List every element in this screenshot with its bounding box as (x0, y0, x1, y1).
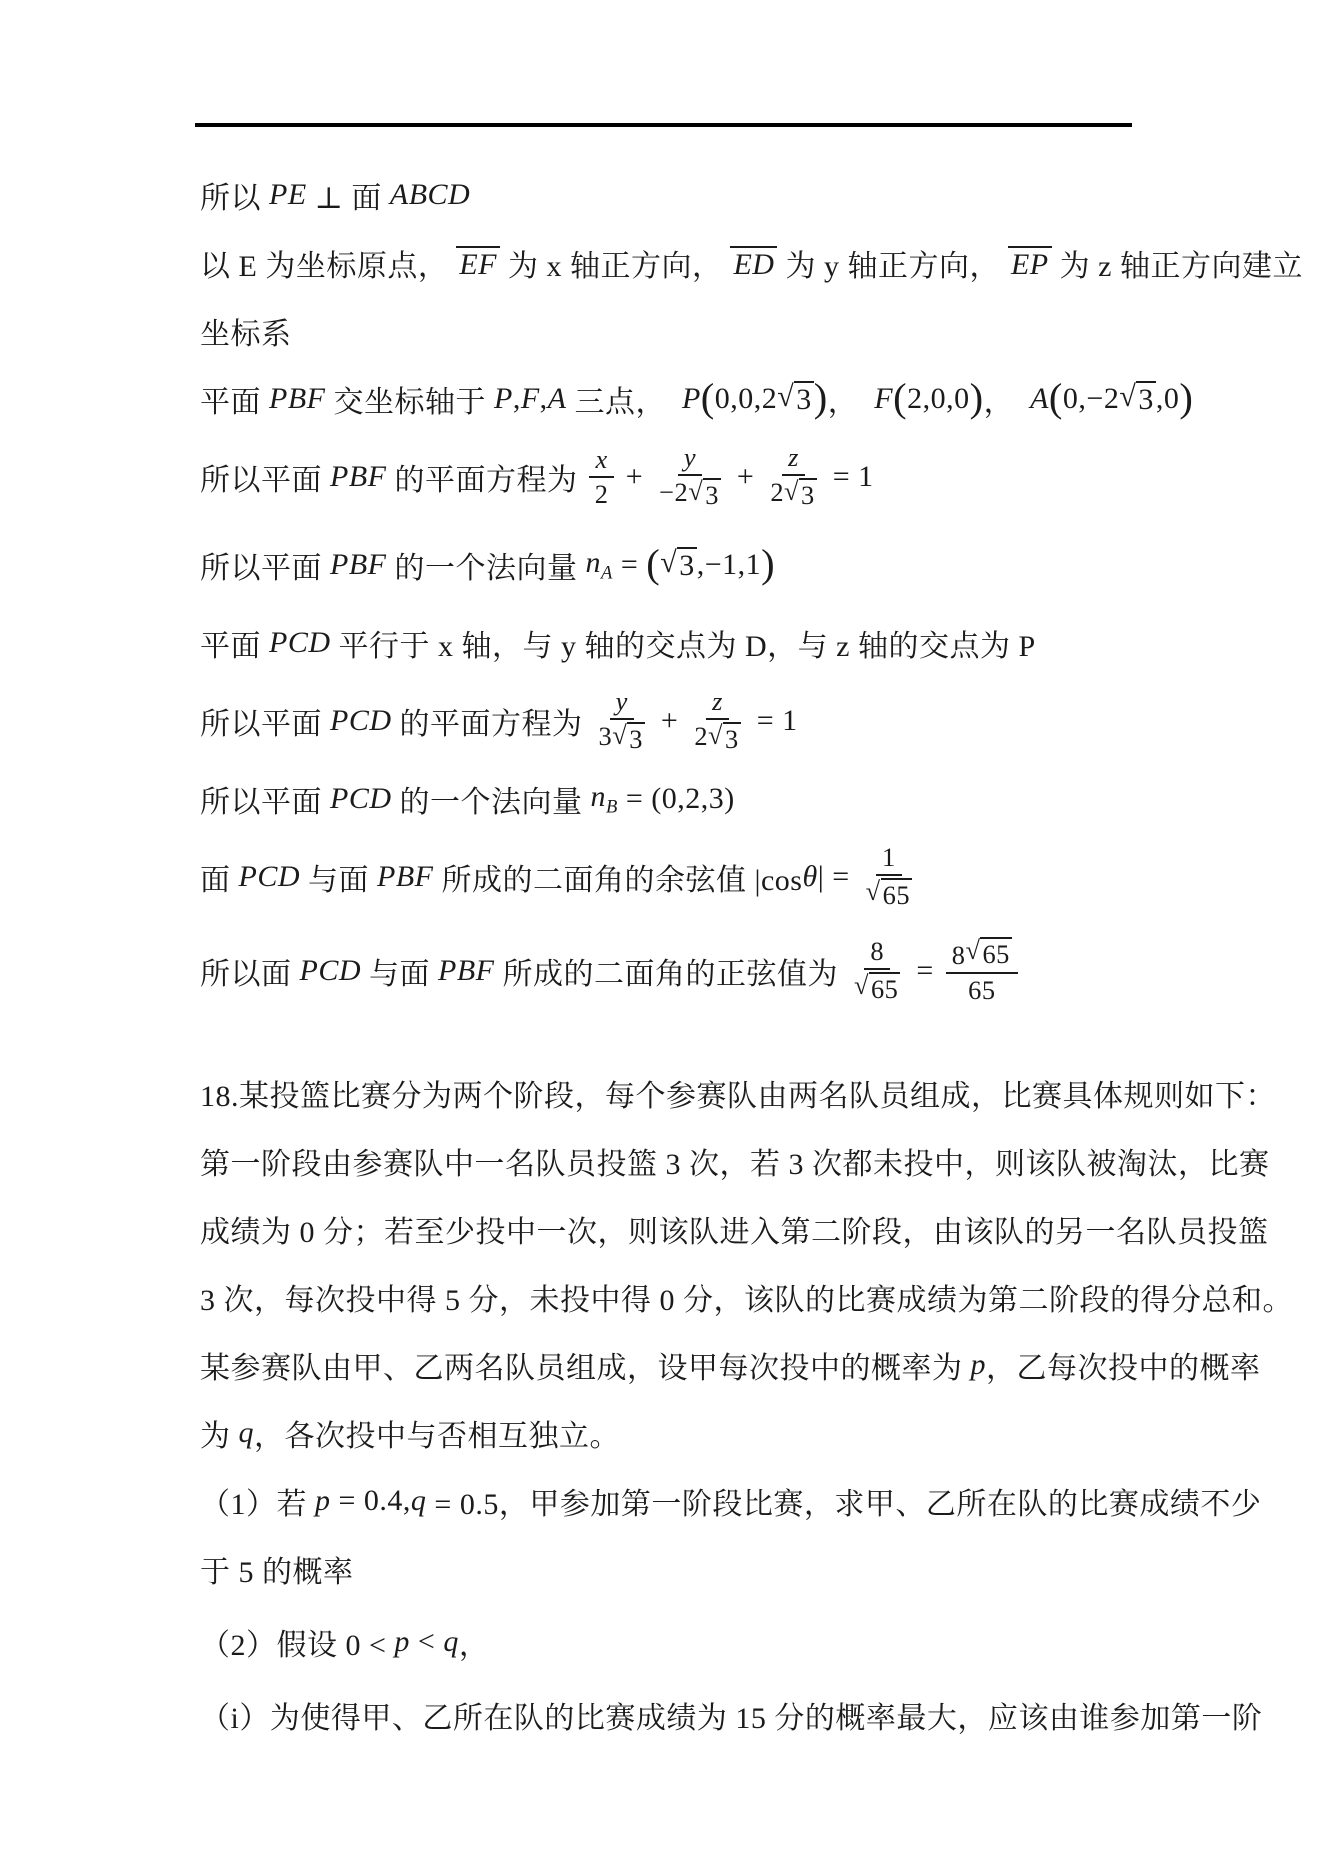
fraction-denominator (595, 720, 649, 754)
text-run: 2 (594, 479, 609, 509)
big-paren: ) (813, 374, 828, 420)
text-run: ， (827, 386, 875, 419)
math-variable: q (443, 1625, 459, 1658)
text-line-13 (200, 1059, 1276, 1127)
fraction-numerator (864, 937, 890, 970)
text-run: （1）若 (200, 1488, 315, 1521)
text-run: 三点， (566, 386, 682, 419)
text-line-1 (200, 161, 1160, 229)
fraction (690, 687, 744, 754)
text-run: ，各次投中与否相互独立。 (254, 1420, 620, 1453)
text-run: 的平面方程为 (386, 464, 586, 497)
text-line-20 (200, 1535, 1160, 1603)
text-line-2 (200, 229, 1303, 297)
sqrt-expression: √ 3 (1119, 379, 1154, 416)
text-line-11 (200, 921, 1160, 1021)
text-line-6 (200, 521, 1160, 609)
fraction (589, 445, 613, 509)
fraction (655, 443, 725, 510)
text-run: + (652, 704, 687, 737)
text-run: + (728, 460, 763, 493)
big-paren: ( (646, 540, 661, 586)
text-run: 8 (951, 939, 966, 970)
blank-line (200, 1021, 1160, 1059)
text-line-4 (200, 365, 1194, 433)
header-rule (195, 123, 1132, 127)
math-variable: PCD (299, 954, 361, 987)
sqrt-expression: √ 65 (965, 935, 1010, 970)
text-run: 交坐标轴于 (325, 386, 494, 419)
text-run: 所以 (200, 182, 269, 215)
text-run: 所成的二面角的余弦值 |cos (433, 864, 803, 897)
text-run: 成绩为 0 分；若至少投中一次，则该队进入第二阶段，由该队的另一名队员投篮 (200, 1216, 1269, 1249)
sqrt-expression: √ 3 (660, 545, 695, 582)
text-line-19 (200, 1467, 1262, 1535)
fraction-denominator (690, 720, 744, 754)
math-variable: q (238, 1416, 254, 1449)
text-run: ， (458, 1629, 490, 1662)
math-variable: y (615, 686, 628, 717)
text-run: 为 x 轴正方向， (499, 250, 731, 283)
big-paren: ( (893, 374, 908, 420)
text-run: 第一阶段由参赛队中一名队员投篮 3 次，若 3 次都未投中，则该队被淘汰，比赛 (200, 1148, 1270, 1181)
math-variable: PBF (377, 860, 434, 893)
fraction-numerator (589, 445, 613, 478)
big-paren: ) (969, 374, 984, 420)
text-line-14 (200, 1127, 1270, 1195)
text-run: 65 (968, 974, 996, 1005)
document-content (200, 161, 1303, 1749)
math-variable: x (595, 443, 608, 474)
vector-overbar: EP (1008, 246, 1052, 281)
text-run: −2 (659, 477, 689, 508)
fraction (850, 937, 904, 1004)
math-variable: F (520, 382, 540, 415)
text-run: ,−1,1 (696, 548, 762, 581)
text-run: 2,0,0 (907, 382, 970, 415)
text-line-3 (200, 297, 1160, 365)
vector-overbar: EF (456, 246, 500, 281)
text-run: （2）假设 0 < (200, 1629, 395, 1662)
text-run: 为 y 轴正方向， (777, 250, 1008, 283)
text-run: 的一个法向量 (386, 552, 586, 585)
text-run: 与面 (300, 864, 377, 897)
text-run: = 0.4, (330, 1484, 411, 1517)
text-line-15 (200, 1195, 1269, 1263)
text-run: 所以平面 (200, 464, 330, 497)
text-line-10 (200, 833, 1160, 921)
math-variable: A (1030, 382, 1049, 415)
text-run: 与面 (361, 958, 438, 991)
math-variable: A (547, 382, 567, 415)
math-variable: P (493, 382, 513, 415)
text-run: = 1 (824, 460, 874, 493)
fraction-denominator (591, 478, 613, 509)
text-run: ,0 (1155, 382, 1180, 415)
big-paren: ( (700, 374, 715, 420)
text-run: 的一个法向量 (391, 786, 591, 819)
math-variable: PCD (330, 704, 392, 737)
text-run: 为 (200, 1420, 239, 1453)
text-run: 所以平面 (200, 786, 330, 819)
text-run: = 0.5，甲参加第一阶段比赛，求甲、乙所在队的比赛成绩不少 (426, 1488, 1262, 1521)
text-run: < (409, 1625, 444, 1658)
math-variable: PCD (238, 860, 300, 893)
sqrt-expression: √ 65 (865, 876, 911, 911)
text-run: 所以面 (200, 958, 300, 991)
text-run: 坐标系 (200, 318, 292, 351)
sqrt-expression: √ 3 (612, 720, 643, 755)
subscripted-variable: $n_B$ (590, 779, 618, 818)
fraction (766, 443, 820, 510)
math-variable: θ (802, 860, 818, 893)
math-variable: p (970, 1348, 986, 1381)
text-run: ⊥ 面 (306, 182, 390, 215)
sqrt-expression: √ 65 (853, 970, 899, 1005)
text-run: 8 (870, 936, 885, 967)
text-run: 2 (694, 721, 709, 752)
math-variable: ABCD (389, 178, 471, 211)
math-variable: z (712, 686, 723, 717)
text-run: 平面 (200, 386, 269, 419)
text-run: 3 (598, 721, 613, 752)
text-line-16 (200, 1263, 1293, 1331)
fraction-numerator (610, 687, 634, 720)
math-variable: PBF (330, 548, 387, 581)
sqrt-expression: √ 3 (708, 720, 739, 755)
math-variable: PBF (330, 460, 387, 493)
text-run: 平行于 x 轴，与 y 轴的交点为 D，与 z 轴的交点为 P (330, 630, 1036, 663)
fraction-numerator (678, 443, 702, 476)
text-run: ，乙每次投中的概率 (986, 1352, 1261, 1385)
text-run: 平面 (200, 630, 269, 663)
text-run: （i）为使得甲、乙所在队的比赛成绩为 15 分的概率最大，应该由谁参加第一阶 (200, 1702, 1263, 1735)
text-line-17 (200, 1331, 1261, 1399)
text-run: 18.某投篮比赛分为两个阶段，每个参赛队由两名队员组成，比赛具体规则如下： (200, 1080, 1276, 1113)
fraction-denominator (655, 476, 725, 510)
math-variable: PCD (330, 782, 392, 815)
fraction-numerator (876, 843, 902, 876)
text-run: 3 次，每次投中得 5 分，未投中得 0 分，该队的比赛成绩为第二阶段的得分总和。 (200, 1284, 1293, 1317)
fraction-numerator (782, 443, 805, 476)
text-run: 0,0,2 (714, 382, 778, 415)
big-paren: ) (761, 540, 776, 586)
text-run: 面 (200, 864, 239, 897)
math-variable: q (410, 1484, 427, 1517)
fraction-denominator (850, 970, 904, 1004)
big-paren: ( (1048, 374, 1063, 420)
text-run: 2 (770, 477, 785, 508)
text-line-21 (200, 1603, 1160, 1681)
text-run: 的平面方程为 (391, 708, 591, 741)
text-run: 某参赛队由甲、乙两名队员组成，设甲每次投中的概率为 (200, 1352, 971, 1385)
text-run: | = (817, 860, 858, 893)
text-run: 于 5 的概率 (200, 1556, 354, 1589)
text-run: 以 E 为坐标原点， (200, 250, 457, 283)
sqrt-expression: √ 3 (784, 476, 815, 511)
fraction-denominator (964, 974, 999, 1005)
fraction (595, 687, 649, 754)
text-run: 所成的二面角的正弦值为 (494, 958, 846, 991)
text-run: = (908, 954, 942, 987)
text-line-9 (200, 765, 1160, 833)
math-variable: PBF (438, 954, 495, 987)
fraction (862, 843, 916, 910)
math-variable: p (394, 1625, 410, 1658)
text-run: = 1 (748, 704, 798, 737)
math-variable: y (683, 442, 697, 473)
text-run: 0,−2 (1062, 382, 1120, 415)
text-line-22 (200, 1681, 1263, 1749)
math-variable: PE (269, 178, 307, 211)
math-variable: p (315, 1484, 331, 1517)
text-run: , (539, 382, 548, 415)
math-variable: F (874, 382, 894, 415)
sqrt-expression: √ 3 (777, 379, 812, 416)
fraction-denominator (862, 876, 916, 910)
text-run: + (617, 460, 652, 493)
text-line-8 (200, 677, 1160, 765)
math-variable: PBF (269, 382, 326, 415)
math-variable: PCD (269, 626, 331, 659)
vector-overbar: ED (730, 246, 777, 281)
text-line-5 (200, 433, 1160, 521)
text-run: = (612, 548, 647, 581)
text-run: , (512, 382, 521, 415)
text-run: = (0,2,3) (617, 782, 735, 815)
fraction-numerator (706, 687, 729, 720)
text-run: 所以平面 (200, 552, 330, 585)
big-paren: ) (1179, 374, 1194, 420)
text-run: 为 z 轴正方向建立 (1051, 250, 1303, 283)
text-run: 所以平面 (200, 708, 330, 741)
fraction-denominator (766, 476, 820, 510)
text-line-7 (200, 609, 1160, 677)
subscripted-variable: $n_A$ (585, 545, 613, 584)
fraction (946, 937, 1018, 1004)
sqrt-expression: √ 3 (688, 476, 719, 511)
fraction-numerator (946, 937, 1018, 973)
math-variable: z (788, 442, 799, 473)
math-variable: P (681, 382, 701, 415)
text-line-18 (200, 1399, 1160, 1467)
text-run: ， (983, 386, 1031, 419)
text-run: 1 (882, 842, 896, 873)
